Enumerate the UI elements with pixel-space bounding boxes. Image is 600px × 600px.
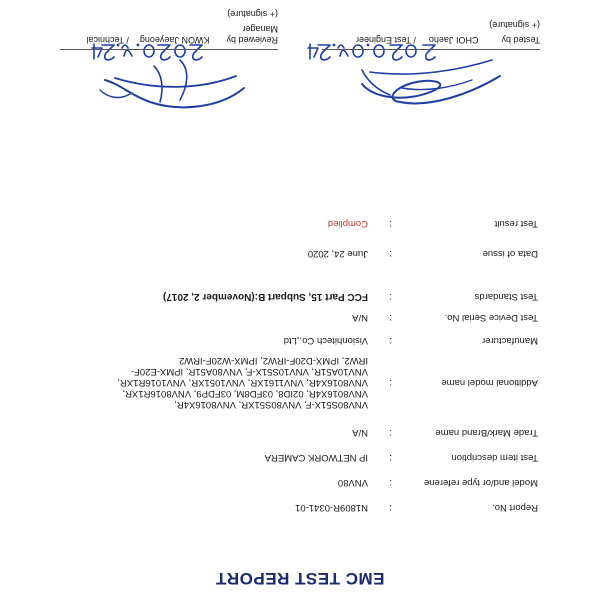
field-colon: :	[389, 427, 392, 438]
field-colon: :	[389, 312, 392, 323]
tested-by-name: CHOI Jaeho	[428, 35, 479, 45]
field-colon: :	[389, 377, 392, 388]
reviewed-by-signature-line	[60, 49, 278, 50]
reviewed-by-line	[60, 23, 278, 45]
reviewed-by-note: (+ signature)	[227, 9, 278, 19]
field-value-test-standards: FCC Part 15, Subpart B:(November 2, 2017)	[162, 291, 368, 302]
field-value-item-description: IP NETWORK CAMERA	[264, 452, 368, 463]
field-label-manufacturer: Manufacturer	[482, 335, 538, 346]
field-colon: :	[389, 477, 392, 488]
tested-by-date-handwritten	[308, 44, 435, 60]
report-title: EMC TEST REPORT	[215, 569, 385, 588]
tested-by-note: (+ signature)	[489, 20, 540, 30]
field-label-serial-no: Test Device Serial No.	[444, 312, 538, 323]
field-label-test-result: Test result	[494, 218, 538, 229]
field-colon: :	[389, 248, 392, 259]
field-value-serial-no: N/A	[352, 312, 368, 323]
field-label-additional-models: Additional model name	[441, 377, 538, 388]
additional-models-line: VNV80S51X-F, VNV80S51XR, VNV8016X4R,	[174, 399, 368, 410]
additional-models-line: VNV8016X4R, 02ID8, 03FD8M, 03FDP9, VNV8016R1XR,	[122, 388, 368, 399]
field-colon: :	[389, 291, 392, 302]
field-colon: :	[389, 335, 392, 346]
field-value-report-no: N1809R-0341-01	[295, 502, 368, 513]
field-value-test-result: Complied	[327, 218, 368, 229]
additional-models-line: VNV8016X4R, VNV1161XR, VNV1051XR, VNV1016R1XR,	[117, 377, 368, 388]
reviewed-by-role: Reviewed by	[226, 35, 278, 45]
field-label-trade-mark: Trade Mark/Brand name	[435, 427, 538, 438]
field-value-manufacturer: Visionhitech Co.,Ltd	[283, 335, 368, 346]
tested-by-position: / Test Engineer	[356, 35, 416, 45]
field-colon: :	[389, 452, 392, 463]
field-colon: :	[389, 218, 392, 229]
reviewed-by-name: KWON Jaeyeong	[139, 35, 210, 45]
field-label-date-of-issue: Data of issue	[482, 248, 538, 259]
reviewed-by-signature	[100, 60, 244, 107]
tested-by-role: Tested by	[501, 35, 540, 45]
field-value-model: VNV80	[337, 477, 368, 488]
tested-by-signature-line	[322, 49, 540, 50]
tested-by-line	[322, 34, 540, 45]
tested-by-signature	[362, 60, 500, 103]
tested-by-caption	[322, 19, 540, 45]
reviewed-by-date-handwritten	[92, 44, 202, 60]
additional-models-line: VNV10A51R, VNV10S51X-F, VNV80A51R, IPMX-E20F-	[130, 366, 368, 377]
field-value-trade-mark: N/A	[352, 427, 368, 438]
field-value-date-of-issue: June 24, 2020	[307, 248, 368, 259]
field-label-model: Model and/or type referene	[423, 477, 538, 488]
field-label-test-standards: Test Standards	[474, 291, 538, 302]
field-label-report-no: Report No.	[492, 502, 538, 513]
reviewed-by-position: / Technical Manager	[86, 24, 278, 45]
field-label-item-description: Test item description	[451, 452, 538, 463]
field-colon: :	[389, 502, 392, 513]
additional-models-line: IRW2, IPMX-D20F-IRW2, IPMX-W20F-IRW2	[179, 355, 368, 366]
reviewed-by-caption	[60, 8, 278, 45]
